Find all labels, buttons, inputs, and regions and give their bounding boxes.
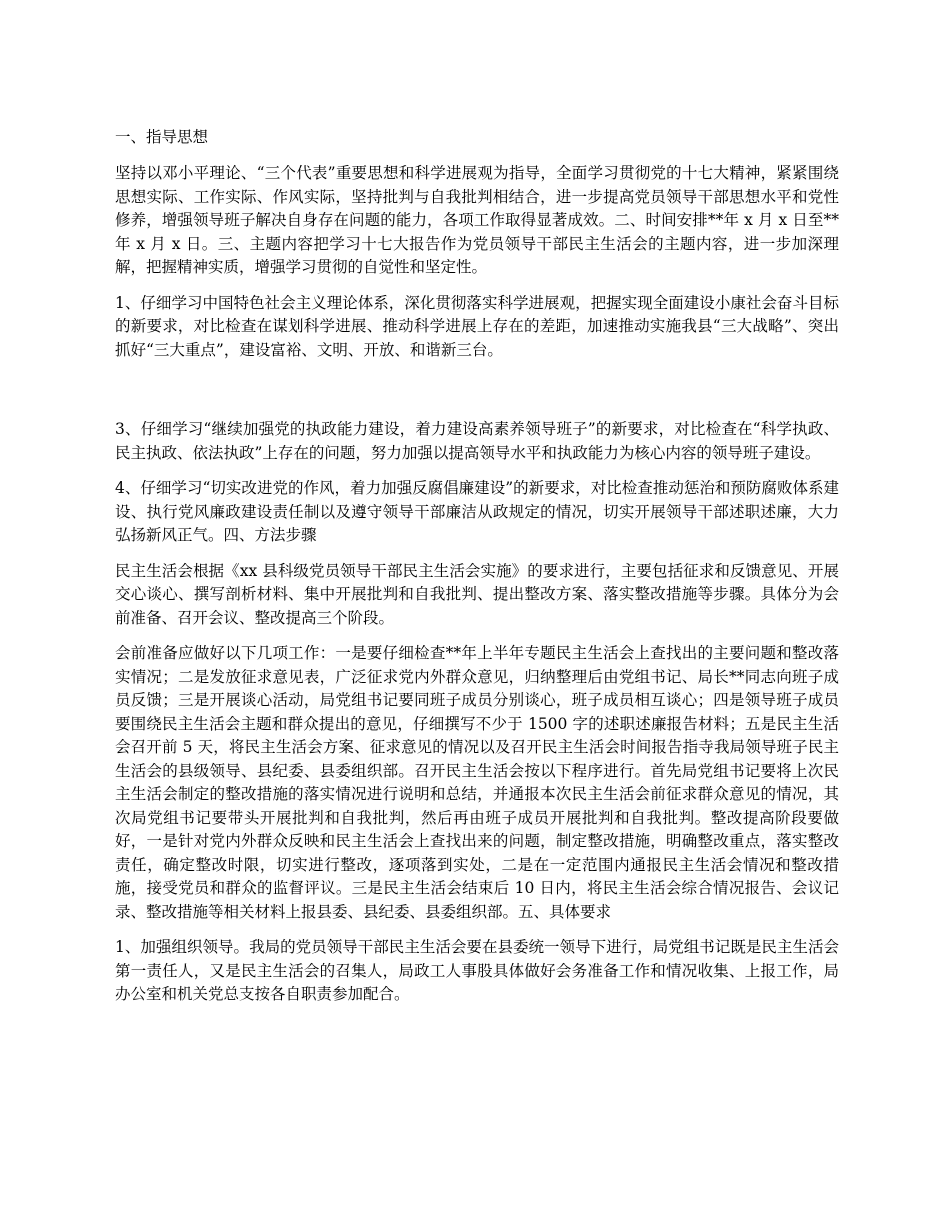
paragraph-preparation: 会前准备应做好以下几项工作：一是要仔细检查**年上半年专题民主生活会上查找出的主要问题和整改落实情况；二是发放征求意见表，广泛征求党内外群众意见，归纳整理后由党组书记、局长**同志向班子成员反馈；三是开展谈心活动，局党组书记要同班子成员分别谈心，班子成员相互谈心；四是领导班子成员要围绕民主生活会主题和群众提出的意见，仔细撰写不少于 1500 字的述职述廉报告材料；五是民主生活会召开前 5 天，将民主生活会方案、征求意见的情况以及召开民主生活会时间报告指寺我局领导班子民主生活会的县级领导、县纪委、县委组织部。召开民主生活会按以下程序进行。首先局党组书记要将上次民主生活会制定的整改措施的落实情况进行说明和总结，并通报本次民主生活会前征求群众意见的情况，其次局党组书记要带头开展批判和自我批判，然后再由班子成员开展批判和自我批判。整改提高阶段要做好，一是针对党内外群众反映和民主生活会上查找出来的问题，制定整改措施，明确整改重点，落实整改责任，确定整改时限，切实进行整改，逐项落到实处，二是在一定范围内通报民主生活会情况和整改措施，接受党员和群众的监督评议。三是民主生活会结束后 10 日内，将民主生活会综合情况报告、会议记录、整改措施等相关材料上报县委、县纪委、县委组织部。五、具体要求 [115, 644, 839, 921]
paragraph-item-3: 3、仔细学习“继续加强党的执政能力建设，着力建设高素养领导班子”的新要求，对比检查在“科学执政、民主执政、依法执政”上存在的问题，努力加强以提高领导水平和执政能力为核心内容的领导班子建设。 [115, 420, 839, 462]
blank-gap [115, 374, 839, 418]
section-heading: 一、指导思想 [115, 128, 209, 146]
paragraph-requirement-1: 1、加强组织领导。我局的党员领导干部民主生活会要在县委统一领导下进行，局党组书记既是民主生活会第一责任人，又是民主生活会的召集人，局政工人事股具体做好会务准备工作和情况收集、上报工作，局办公室和机关党总支按各自职责参加配合。 [115, 938, 839, 1003]
paragraph-item-1: 1、仔细学习中国特色社会主义理论体系，深化贯彻落实科学进展观，把握实现全面建设小康社会奋斗目标的新要求，对比检查在谋划科学进展、推动科学进展上存在的差距，加速推动实施我县“三大战略”、突出抓好“三大重点”，建设富裕、文明、开放、和谐新三台。 [115, 293, 839, 359]
paragraph-item-4: 4、仔细学习“切实改进党的作风，着力加强反腐倡廉建设”的新要求，对比检查推动惩治和预防腐败体系建设、执行党风廉政建设责任制以及遵守领导干部廉洁从政规定的情况，切实开展领导干部述职述廉，大力弘扬新风正气。四、方法步骤 [115, 479, 839, 544]
document-page [115, 124, 839, 1019]
paragraph-guiding-thought: 坚持以邓小平理论、“三个代表”重要思想和科学进展观为指导，全面学习贯彻党的十七大精神，紧紧围绕思想实际、工作实际、作风实际，坚持批判与自我批判相结合，进一步提高党员领导干部思想水平和党性修养，增强领导班子解决自身存在问题的能力，各项工作取得显著成效。二、时间安排**年 x 月 x 日至**年 x 月 x 日。三、主题内容把学习十七大报告作为党员领导干部民主生活会的主题内容，进一步加深理解，把握精神实质，增强学习贯彻的自觉性和坚定性。 [115, 164, 839, 276]
paragraph-methods: 民主生活会根据《xx 县科级党员领导干部民主生活会实施》的要求进行，主要包括征求和反馈意见、开展交心谈心、撰写剖析材料、集中开展批判和自我批判、提出整改方案、落实整改措施等步骤。具体分为会前准备、召开会议、整改提高三个阶段。 [115, 561, 839, 627]
